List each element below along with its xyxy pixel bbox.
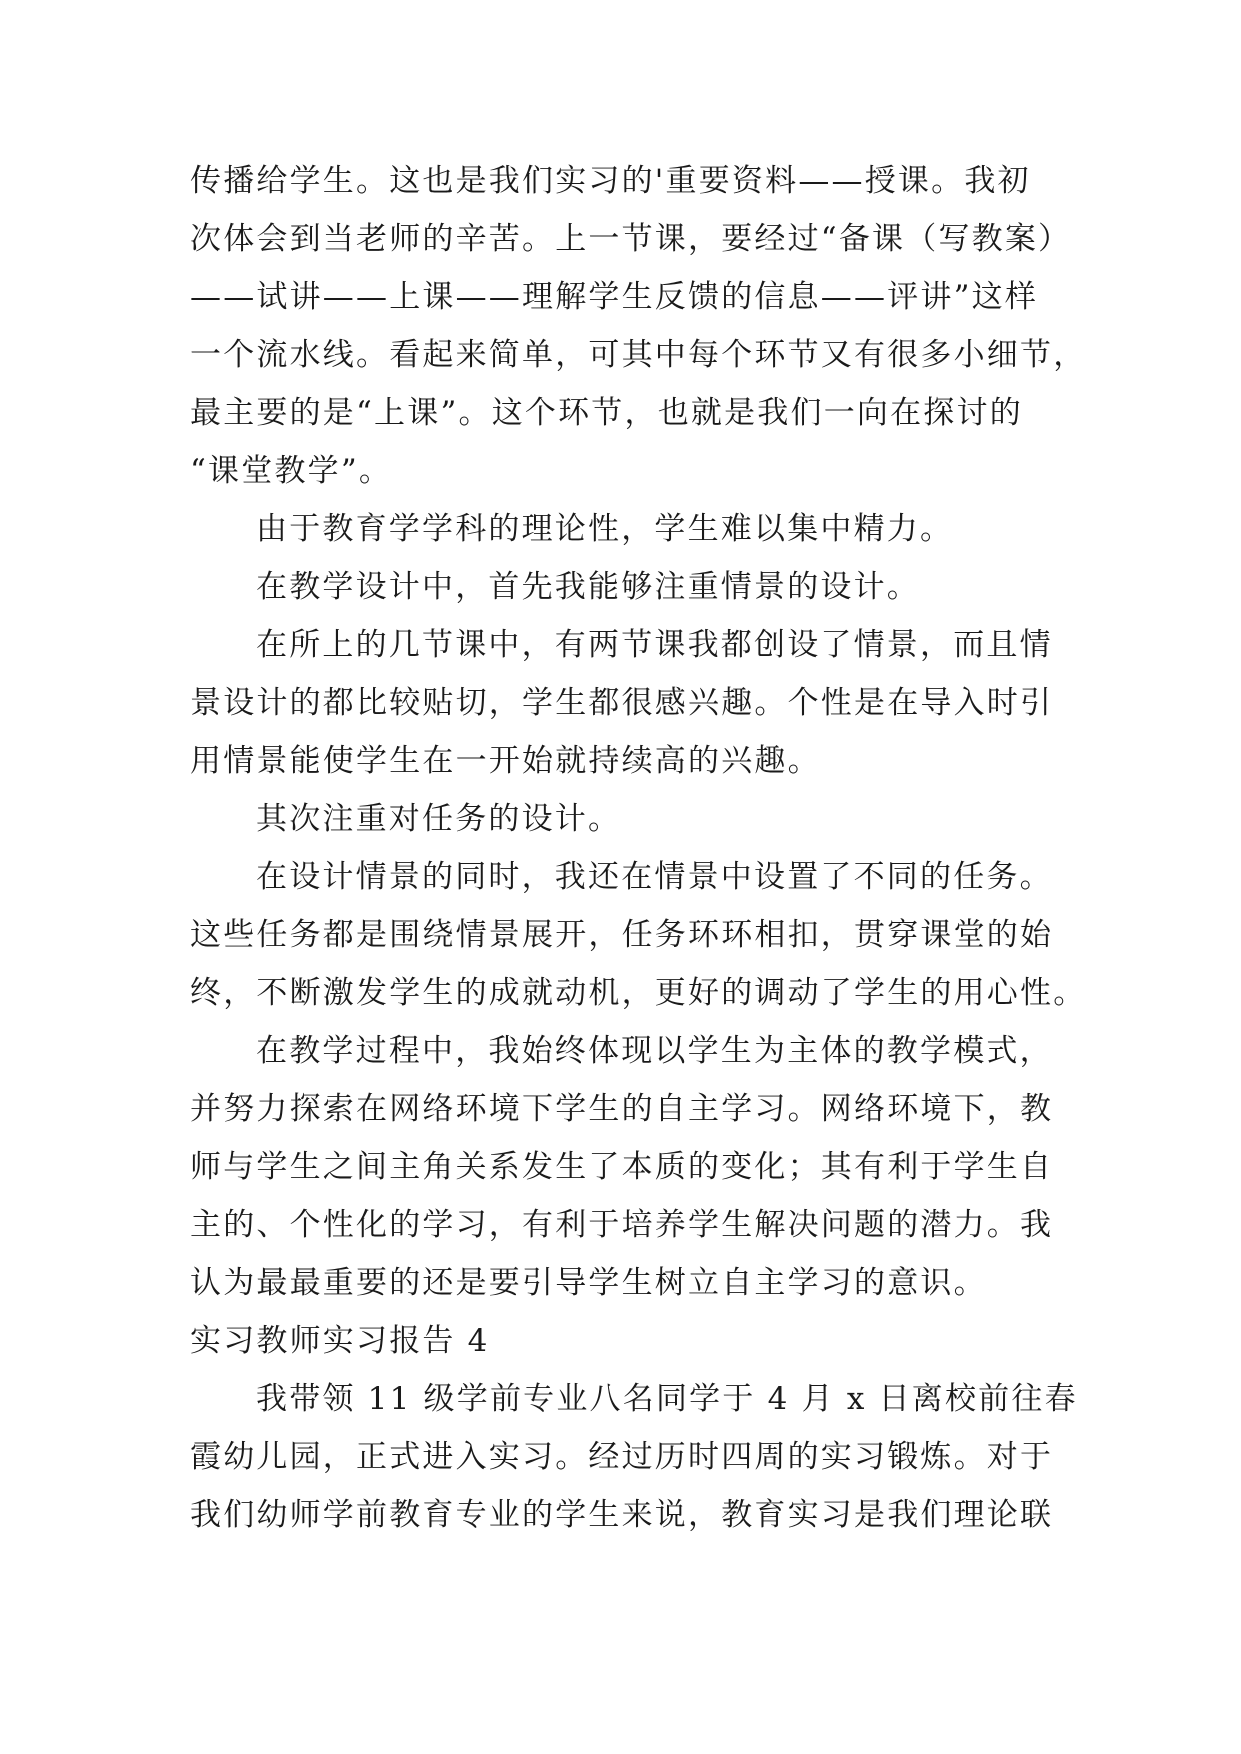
paragraph-line: 我们幼师学前教育专业的学生来说，教育实习是我们理论联 [190,1497,1054,1533]
paragraph-line: 这些任务都是围绕情景展开，任务环环相扣，贯穿课堂的始 [190,917,1054,953]
paragraph-line: 由于教育学学科的理论性，学生难以集中精力。 [256,511,954,547]
paragraph-line: 其次注重对任务的设计。 [256,801,622,837]
paragraph-line: 在教学过程中，我始终体现以学生为主体的教学模式， [256,1033,1053,1069]
section-heading: 实习教师实习报告 4 [190,1323,490,1359]
paragraph-line: 霞幼儿园，正式进入实习。经过历时四周的实习锻炼。对于 [190,1439,1054,1475]
paragraph-line: 我带领 11 级学前专业八名同学于 4 月 x 日离校前往春 [256,1381,1078,1417]
paragraph-line: “课堂教学”。 [190,453,393,489]
paragraph-line: 传播给学生。这也是我们实习的'重要资料——授课。我初 [190,163,1031,199]
paragraph-line: 认为最最重要的还是要引导学生树立自主学习的意识。 [190,1265,987,1301]
paragraph-line: 一个流水线。看起来简单，可其中每个环节又有很多小细节， [190,337,1087,373]
paragraph-line: 在教学设计中，首先我能够注重情景的设计。 [256,569,920,605]
document-body [190,152,1087,1544]
paragraph-line: 最主要的是“上课”。这个环节，也就是我们一向在探讨的 [190,395,1023,431]
paragraph-line: 终，不断激发学生的成就动机，更好的调动了学生的用心性。 [190,975,1087,1011]
paragraph-line: ——试讲——上课——理解学生反馈的信息——评讲”这样 [190,279,1039,315]
paragraph-line: 在设计情景的同时，我还在情景中设置了不同的任务。 [256,859,1053,895]
paragraph-line: 用情景能使学生在一开始就持续高的兴趣。 [190,743,821,779]
paragraph-line: 景设计的都比较贴切，学生都很感兴趣。个性是在导入时引 [190,685,1054,721]
paragraph-line: 主的、个性化的学习，有利于培养学生解决问题的潜力。我 [190,1207,1054,1243]
paragraph-line: 次体会到当老师的辛苦。上一节课，要经过“备课（写教案） [190,221,1072,257]
paragraph-line: 并努力探索在网络环境下学生的自主学习。网络环境下，教 [190,1091,1054,1127]
paragraph-line: 师与学生之间主角关系发生了本质的变化；其有利于学生自 [190,1149,1054,1185]
paragraph-line: 在所上的几节课中，有两节课我都创设了情景，而且情 [256,627,1053,663]
